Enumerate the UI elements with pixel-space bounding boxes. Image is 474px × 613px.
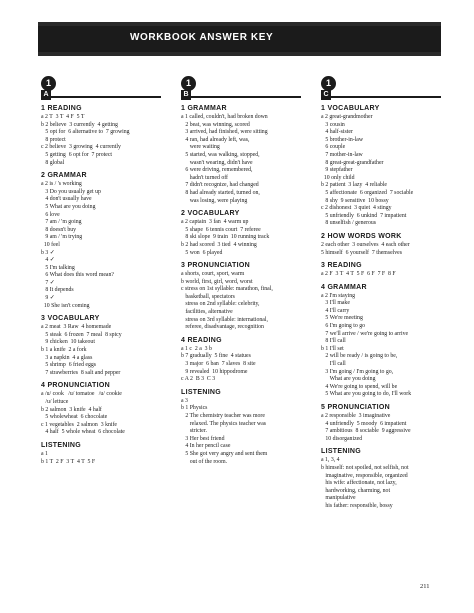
- answer-line: a 3: [181, 397, 188, 404]
- answer-line: 5 himself 6 yourself 7 themselves: [321, 249, 402, 256]
- answer-line: facilities, alternative: [181, 309, 233, 316]
- answer-line: b 2 had scored 3 tied 4 winning: [181, 241, 257, 248]
- answer-line: a 2 F 3 T 4 T 5 F 6 F 7 F 8 F: [321, 271, 396, 278]
- column-1c: [321, 76, 453, 511]
- answer-line: basketball, spectators: [181, 293, 235, 300]
- answer-line: 3 I'm going / I'm going to go,: [321, 368, 394, 375]
- answer-line: 3 I'll make: [321, 300, 350, 307]
- answer-line: 4 I'll carry: [321, 307, 350, 314]
- section-heading: 1 READING: [41, 105, 82, 112]
- answer-line: 10 only child: [321, 174, 355, 181]
- answer-line: 4 unfriendly 5 moody 6 impatient: [321, 420, 407, 427]
- answer-line: 2 beat, was winning, scored: [181, 121, 250, 128]
- answer-line: 5 started, was walking, stopped,: [181, 151, 260, 158]
- section-heading: 1 GRAMMAR: [181, 105, 227, 112]
- header-banner: [38, 22, 441, 56]
- answer-line: 10 disorganized: [321, 435, 363, 442]
- section-heading: 2 VOCABULARY: [181, 210, 240, 218]
- answer-line: a 1, 3, 4: [321, 457, 340, 464]
- answer-line: 6 I'm going to go: [321, 323, 366, 330]
- answer-line: 3 cousin: [321, 121, 345, 128]
- answer-line: a 1 called, couldn't, had broken down: [181, 114, 268, 120]
- answer-line: b 7 gradually 5 fine 4 statues: [181, 353, 251, 360]
- answer-line: his father: responsible, bossy: [321, 502, 393, 509]
- section-heading: 3 READING: [321, 262, 362, 270]
- answer-line: c 2 dishonest 3 quiet 4 stingy: [321, 205, 392, 212]
- answer-line: 4 don't usually have: [41, 196, 92, 203]
- answer-line: 5 wholewheat 6 chocolate: [41, 414, 108, 421]
- answer-line: a 1 c 2 a 3 b: [181, 345, 212, 352]
- answer-line: 8 great-great-grandfather: [321, 159, 384, 166]
- answer-line: relaxed. The physics teacher was: [181, 420, 267, 427]
- answer-line: b 1 I'll set: [321, 345, 344, 352]
- answer-line: /u/ lettuce: [41, 399, 69, 405]
- unit-rule: [329, 96, 441, 98]
- answer-line: 5 shape 6 tennis court 7 referee: [181, 226, 261, 233]
- answer-line: 4 ran, had already left, was,: [181, 136, 250, 143]
- answer-line: 7 ambitious 8 sociable 9 aggressive: [321, 428, 411, 435]
- unit-number: 1: [321, 76, 336, 91]
- answer-line: 7 strawberries 8 salt and pepper: [41, 369, 121, 376]
- answer-line: 8 had already started, turned on,: [181, 189, 260, 196]
- page-number: 211: [420, 583, 430, 590]
- answer-line: 8 doesn't buy: [41, 226, 77, 233]
- answer-line: 8 protect: [41, 136, 66, 143]
- answer-line: c 2 believe 3 growing 4 currently: [41, 144, 121, 151]
- answer-line: a 2 responsible 3 imaginative: [321, 413, 391, 419]
- answer-line: a shorts, court, sport, warm: [181, 271, 245, 278]
- answer-line: 2 will be ready / is going to be,: [321, 353, 398, 360]
- answer-line: b 2 salmon 3 knife 4 half: [41, 406, 102, 413]
- answer-line: 4 half 5 whole wheat 6 chocolate: [41, 429, 125, 436]
- answer-line: 3 a napkin 4 a glass: [41, 354, 93, 361]
- answer-line: 6 couple: [321, 144, 346, 151]
- answer-line: 6 love: [41, 211, 60, 218]
- answer-line: imaginative, responsible, organized: [321, 472, 408, 479]
- section-heading: 2 HOW WORDS WORK: [321, 232, 402, 240]
- answer-line: out of the room.: [181, 458, 228, 465]
- answer-line: hadn't turned off: [181, 174, 228, 181]
- answer-line: I'll call: [321, 361, 346, 368]
- answer-line: 6 What does this word mean?: [41, 272, 114, 279]
- answer-line: 8 It depends: [41, 287, 74, 294]
- answer-line: 2 each other 3 ourselves 4 each other: [321, 241, 410, 248]
- answer-line: b 1 T 2 F 3 T 4 T 5 F: [41, 458, 96, 465]
- answer-line: 7 didn't recognize, had changed: [181, 182, 259, 189]
- answer-line: 9 chicken 10 takeout: [41, 339, 95, 346]
- answer-line: 5 affectionate 6 organized 7 sociable: [321, 189, 414, 196]
- unit-marker: [321, 76, 441, 100]
- answer-line: b world, first, girl, word, worst: [181, 278, 253, 285]
- answer-line: c 1 vegetables 2 salmon 3 knife: [41, 421, 117, 428]
- answer-line: 3 Do you usually get up: [41, 188, 101, 195]
- section-heading: 3 PRONUNCIATION: [181, 262, 250, 270]
- answer-line: a 2 meat 3 Raw 4 homemade: [41, 324, 112, 331]
- answer-line: 8 ski slope 9 train 10 running track: [181, 234, 270, 241]
- section-heading: 1 VOCABULARY: [321, 105, 380, 112]
- unit-marker: [41, 76, 161, 100]
- answer-line: stress on 2nd syllable: celebrity,: [181, 301, 260, 308]
- answer-line: b 1 a knife 2 a fork: [41, 347, 87, 354]
- answer-line: 8 I'll call: [321, 338, 346, 345]
- answer-line: a 2 great-grandmother: [321, 114, 373, 120]
- answer-line: manipulative: [321, 495, 356, 502]
- answer-line: stricter.: [181, 428, 207, 435]
- answer-line: hardworking, charming, not: [321, 487, 391, 494]
- sections: [321, 104, 453, 511]
- answer-line: 7 we'll arrive / we're going to arrive: [321, 330, 409, 337]
- unit-letter: B: [181, 90, 191, 100]
- answer-line: his wife: affectionate, not lazy,: [321, 480, 397, 487]
- section-heading: LISTENING: [321, 448, 362, 456]
- answer-line: a 1: [41, 450, 48, 457]
- answer-line: b 1 Physics: [181, 405, 208, 412]
- column-1a: [41, 76, 173, 466]
- sections: [181, 104, 313, 466]
- answer-line: 5 steak 6 frozen 7 meal 8 spicy: [41, 331, 122, 338]
- answer-line: a 2 I'm staying: [321, 292, 356, 299]
- answer-line: 5 unfriendly 6 unkind 7 impatient: [321, 212, 407, 219]
- unit-rule: [49, 96, 161, 98]
- answer-line: were waiting: [181, 144, 220, 151]
- answer-line: 10 She isn't coming: [41, 302, 90, 309]
- answer-line: 5 getting 6 opt for 7 protect: [41, 151, 112, 158]
- unit-letter: C: [321, 90, 331, 100]
- unit-letter: A: [41, 90, 51, 100]
- sections: [41, 104, 173, 466]
- answer-line: 4 We're going to spend, will be: [321, 383, 398, 390]
- answer-line: 8 unselfish / generous: [321, 220, 377, 227]
- section-heading: LISTENING: [41, 441, 82, 449]
- answer-line: b himself: not spoiled, not selfish, not: [321, 464, 409, 471]
- answer-line: wasn't wearing, didn't have: [181, 159, 253, 166]
- answer-line: 8 global: [41, 159, 65, 166]
- answer-line: 7 ✓: [41, 279, 55, 286]
- section-heading: LISTENING: [181, 388, 222, 396]
- answer-line: 9 ✓: [41, 295, 55, 302]
- answer-line: 9 stepfather: [321, 167, 353, 174]
- unit-rule: [189, 96, 301, 98]
- answer-line: 7 am / 'm going: [41, 219, 82, 226]
- section-heading: 5 PRONUNCIATION: [321, 404, 390, 411]
- answer-line: 4 In her pencil case: [181, 443, 231, 450]
- answer-line: 5 What are you doing: [41, 203, 96, 210]
- unit-marker: [181, 76, 301, 100]
- answer-line: 8 shy 9 sensitive 10 bossy: [321, 197, 389, 204]
- answer-line: 6 were driving, remembered,: [181, 167, 253, 174]
- answer-line: referee, disadvantage, recognition: [181, 324, 264, 331]
- answer-line: a 2 T 3 T 4 F 5 T: [41, 114, 85, 120]
- answer-line: 5 What are you going to do, I'll work: [321, 391, 412, 398]
- section-heading: 4 PRONUNCIATION: [41, 382, 110, 390]
- answer-line: 5 opt for 6 alternative to 7 growing: [41, 129, 130, 136]
- answer-line: 3 arrived, had finished, were sitting: [181, 129, 268, 136]
- answer-line: a 2 is / 's working: [41, 181, 82, 188]
- answer-line: 4 half-sister: [321, 129, 353, 136]
- answer-line: 5 We're meeting: [321, 315, 363, 322]
- answer-line: 4 ✓: [41, 257, 55, 264]
- answer-line: 9 am / 'm trying: [41, 234, 83, 241]
- answer-line: 9 revealed 10 hippodrome: [181, 368, 248, 375]
- answer-line: c A 2 B 3 C 3: [181, 376, 216, 383]
- answer-line: was losing, were playing: [181, 197, 248, 204]
- answer-line: 2 The chemistry teacher was more: [181, 413, 265, 419]
- answer-line: 10 feel: [41, 241, 60, 248]
- answer-line: a 2 captain 3 fan 4 warm up: [181, 219, 249, 226]
- answer-line: c stress on 1st syllable: marathon, final,: [181, 286, 273, 293]
- answer-line: stress on 3rd syllable: international,: [181, 316, 268, 323]
- section-heading: 4 READING: [181, 336, 222, 344]
- answer-line: 5 I'm talking: [41, 264, 75, 271]
- answer-line: b 3 ✓: [41, 249, 55, 256]
- answer-line: What are you doing: [321, 376, 376, 383]
- page-title: WORKBOOK ANSWER KEY: [130, 32, 274, 43]
- section-heading: 4 GRAMMAR: [321, 283, 367, 291]
- column-1b: [181, 76, 313, 466]
- answer-line: 5 shrimp 6 fried eggs: [41, 362, 97, 369]
- section-heading: 2 GRAMMAR: [41, 172, 87, 180]
- answer-line: 3 Her best friend: [181, 435, 225, 442]
- unit-number: 1: [41, 76, 56, 91]
- answer-line: 5 She got very angry and sent them: [181, 450, 268, 457]
- answer-line: b 2 patient 3 lazy 4 reliable: [321, 182, 387, 189]
- unit-number: 1: [181, 76, 196, 91]
- answer-line: b 2 believe 3 currently 4 getting: [41, 121, 118, 128]
- answer-line: 3 major 6 ban 7 slaves 8 site: [181, 361, 256, 368]
- answer-line: 5 brother-in-law: [321, 136, 364, 143]
- answer-line: 7 mother-in-law: [321, 151, 363, 158]
- answer-line: 5 won 6 played: [181, 249, 223, 256]
- answer-line: a /u/ cook /u/ tomatoe /u/ cookie: [41, 391, 122, 398]
- section-heading: 3 VOCABULARY: [41, 315, 100, 323]
